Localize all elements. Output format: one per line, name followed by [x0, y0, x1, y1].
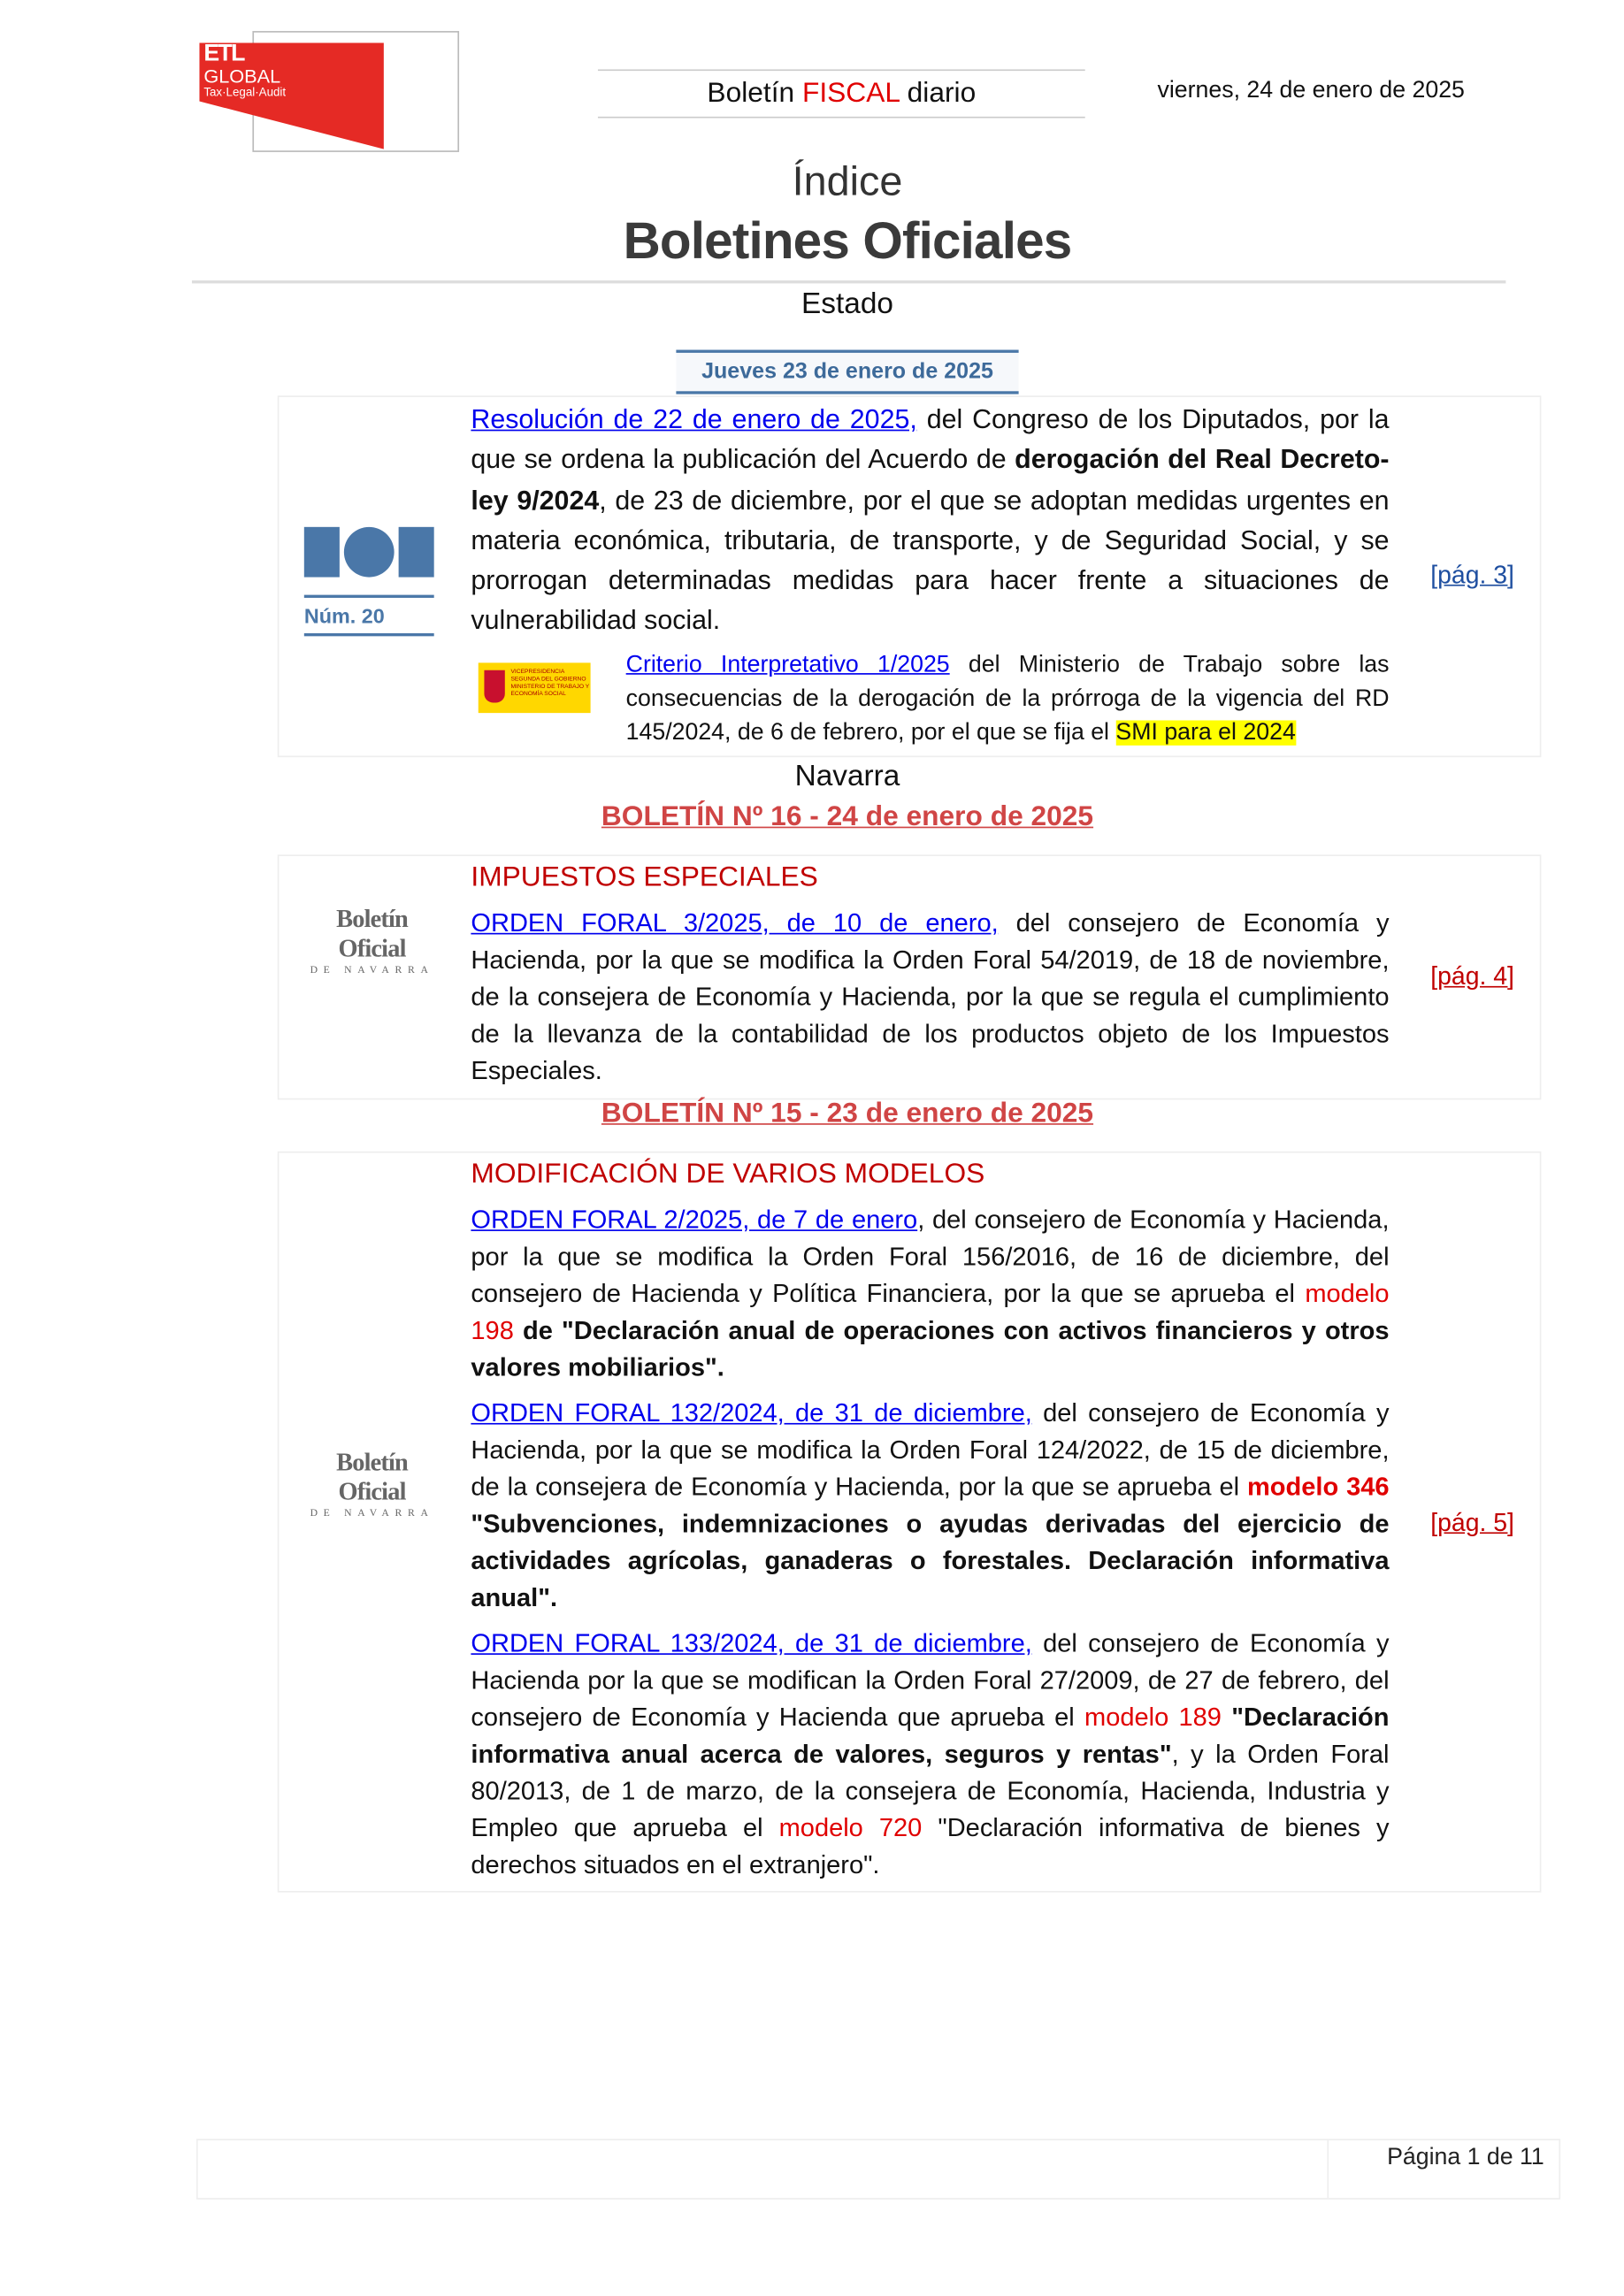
bon-logo: [307, 1448, 437, 1519]
date-tab: Jueves 23 de enero de 2025: [676, 350, 1018, 394]
footer: [196, 2139, 1560, 2199]
boe-logo: [304, 527, 434, 637]
logo-text: ETL: [203, 41, 244, 67]
model-number: modelo 720: [778, 1812, 923, 1842]
navarra-16-entry: [278, 854, 1542, 1099]
index-title: Índice: [792, 157, 903, 204]
section-label: IMPUESTOS ESPECIALES: [471, 861, 818, 893]
bold-text: de "Declaración anual de operaciones con activos financieros y otros valores mobiliarios".: [471, 1315, 1390, 1382]
entry-text: [471, 1156, 1389, 1893]
model-number: modelo 346: [1246, 1471, 1390, 1502]
text: "Declaración informativa de bienes y derechos situados en el extranjero".: [471, 1812, 1390, 1879]
bold-text: "Subvenciones, indemnizaciones o ayudas derivadas del ejercicio de actividades agrícolas, ganaderas o forestales. Declaración informativa anual".: [471, 1508, 1390, 1612]
page-number: Página 1 de 11: [1387, 2145, 1544, 2170]
bulletin-name: [598, 69, 1085, 118]
text: del consejero de Economía y Hacienda, por la que se modifica la Orden Foral 54/2019, de 18 de noviembre, de la consejera de Economía y Hacienda, por la que se regula el cumplimiento de la llevanza de la contabilidad de los productos objeto de los Impuestos Especiales.: [471, 907, 1390, 1085]
page-title: Boletines Oficiales: [623, 212, 1072, 271]
orden-foral-link[interactable]: ORDEN FORAL 132/2024, de 31 de diciembre,: [471, 1397, 1032, 1427]
logo-text: DE NAVARRA: [310, 1507, 434, 1519]
entry-text: [471, 400, 1389, 641]
orden-foral-link[interactable]: ORDEN FORAL 133/2024, de 31 de diciembre,: [471, 1627, 1032, 1658]
page-link[interactable]: [pág. 3]: [1430, 561, 1514, 589]
paragraph: [471, 1202, 1389, 1387]
logo-text: GLOBAL: [203, 65, 281, 88]
boe-number: Núm. 20: [304, 595, 434, 637]
section-heading-estado: Estado: [801, 287, 893, 321]
coat-of-arms-icon: [484, 670, 504, 703]
page-link[interactable]: [pág. 4]: [1430, 962, 1514, 991]
logo-text: MINISTERIO DE TRABAJO Y ECONOMÍA SOCIAL: [510, 682, 590, 697]
bulletin-name-pre: Boletín: [707, 78, 802, 110]
bulletin-name-accent: FISCAL: [801, 78, 900, 110]
page-link[interactable]: [pág. 5]: [1430, 1508, 1514, 1537]
sub-entry-text: [626, 648, 1390, 750]
bold-text: derogación del Real Decreto-ley 9/2024: [471, 444, 1390, 515]
bulletin-15-title[interactable]: BOLETÍN Nº 15 - 23 de enero de 2025: [601, 1098, 1094, 1129]
navarra-15-entry: [278, 1152, 1542, 1893]
resolution-link[interactable]: Resolución de 22 de enero de 2025,: [471, 404, 917, 434]
bulletin-name-post: diario: [899, 78, 977, 110]
logo-text: Boletín Oficial: [336, 1448, 409, 1506]
bon-logo: [307, 905, 437, 976]
logo-text: VICEPRESIDENCIA SEGUNDA DEL GOBIERNO: [510, 667, 586, 683]
text: , de 23 de diciembre, por el que se adoptan medidas urgentes en materia económica, tributaria, de transporte, y de Seguridad Social, y se prorrogan determinadas medidas para hacer frente a situaciones de vulnerabilidad social.: [471, 485, 1390, 636]
logo-text: Boletín Oficial: [336, 905, 409, 963]
text: , y la Orden Foral 80/2013, de 1 de marzo, de la consejera de Economía, Hacienda, Industria y Empleo que aprueba el: [471, 1739, 1390, 1842]
text: del consejero de Economía y Hacienda, por la que se modifica la Orden Foral 124/2022, de 15 de diciembre, de la consejera de Economía y Hacienda, por la que se aprueba el: [471, 1397, 1390, 1502]
divider: [192, 280, 1505, 283]
orden-foral-link[interactable]: ORDEN FORAL 2/2025, de 7 de enero: [471, 1204, 918, 1235]
orden-foral-link[interactable]: ORDEN FORAL 3/2025, de 10 de enero,: [471, 907, 999, 938]
boe-entry: [278, 395, 1542, 757]
bold-text: "Declaración informativa anual acerca de valores, seguros y rentas": [471, 1702, 1390, 1769]
paragraph: [471, 1626, 1389, 1884]
header-date: viernes, 24 de enero de 2025: [1157, 78, 1465, 103]
section-heading-navarra: Navarra: [794, 760, 900, 793]
text: del Ministerio de Trabajo sobre las consecuencias de la derogación de la prórroga de la vigencia del RD 145/2024, de 6 de febrero, por el que se fija el: [625, 652, 1390, 746]
text: del consejero de Economía y Hacienda por la que se modifican la Orden Foral 27/2009, de 27 de febrero, del consejero de Economía y Hacienda que aprueba el: [471, 1627, 1390, 1732]
ministry-logo: [479, 662, 591, 713]
paragraph: [471, 1395, 1389, 1616]
bulletin-16-title[interactable]: BOLETÍN Nº 16 - 24 de enero de 2025: [601, 801, 1094, 833]
footer-divider: [1327, 2140, 1329, 2198]
section-label: MODIFICACIÓN DE VARIOS MODELOS: [471, 1159, 985, 1190]
text: del Congreso de los Diputados, por la que se ordena la publicación del Acuerdo de: [471, 404, 1390, 475]
text: , del consejero de Economía y Hacienda, por la que se modifica la Orden Foral 156/2016, de 16 de diciembre, del consejero de Hacienda y Política Financiera, por la que se aprueba el: [471, 1204, 1390, 1308]
logo-text: DE NAVARRA: [310, 963, 434, 976]
criterio-link[interactable]: Criterio Interpretativo 1/2025: [625, 652, 950, 678]
model-number: modelo 198: [471, 1278, 1390, 1345]
model-number: modelo 189: [1084, 1702, 1222, 1732]
highlighted-text: SMI para el 2024: [1115, 720, 1296, 746]
entry-text: [471, 859, 1389, 1098]
logo-text: Tax·Legal·Audit: [203, 85, 287, 99]
